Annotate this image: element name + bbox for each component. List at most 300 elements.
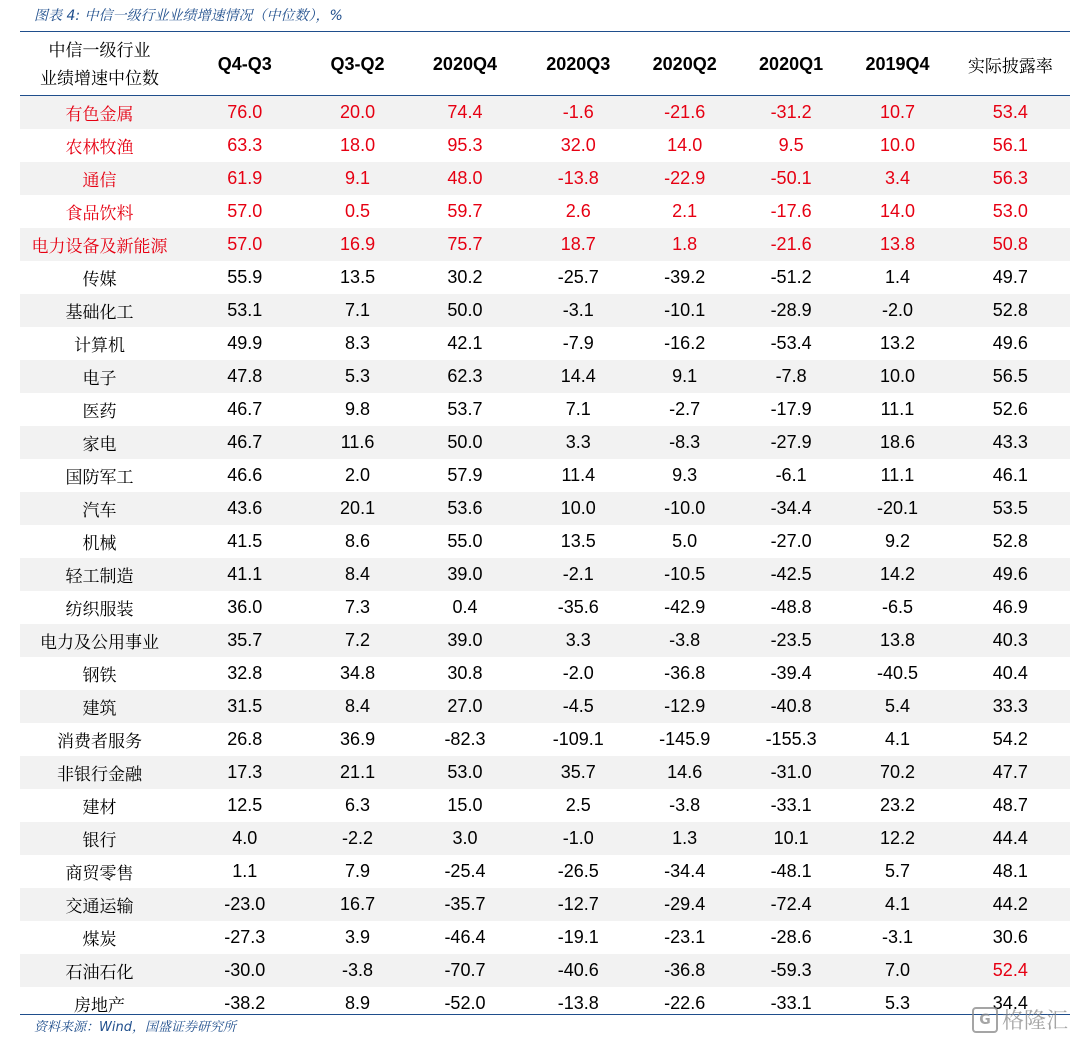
table-cell: 57.0 xyxy=(227,234,263,254)
header-col-2020q2: 2020Q2 xyxy=(652,54,717,74)
table-cell: 36.0 xyxy=(227,597,263,617)
table-cell: -21.6 xyxy=(770,234,812,254)
table-cell: 8.9 xyxy=(345,993,371,1013)
table-cell: 53.1 xyxy=(227,300,263,320)
table-cell: 1.1 xyxy=(232,861,258,881)
table-cell: 46.7 xyxy=(227,432,263,452)
table-row xyxy=(20,954,1070,987)
table-cell: -40.6 xyxy=(557,960,599,980)
table-row xyxy=(20,591,1070,624)
table-row xyxy=(20,426,1070,459)
table-cell: 30.2 xyxy=(447,267,483,287)
table-row xyxy=(20,690,1070,723)
header-col-2020q3: 2020Q3 xyxy=(546,54,611,74)
table-cell: 8.4 xyxy=(345,564,371,584)
industry-name: 通信 xyxy=(82,171,117,191)
watermark-text: 格隆汇 xyxy=(1001,1009,1068,1034)
table-cell: -27.9 xyxy=(770,432,812,452)
table-cell: -31.0 xyxy=(770,762,812,782)
table-cell: 6.3 xyxy=(345,795,371,815)
industry-name: 家电 xyxy=(82,435,117,455)
table-cell: -2.2 xyxy=(342,828,374,848)
table-cell: -6.5 xyxy=(881,597,913,617)
table-cell: 20.1 xyxy=(340,498,376,518)
table-cell: 13.5 xyxy=(560,531,596,551)
table-cell: -52.0 xyxy=(444,993,486,1013)
table-cell: -72.4 xyxy=(770,894,812,914)
table-cell: 52.6 xyxy=(992,399,1028,419)
table-cell: 14.2 xyxy=(879,564,915,584)
table-cell: 11.6 xyxy=(340,432,375,452)
table-cell: 46.7 xyxy=(227,399,263,419)
table-cell: 13.2 xyxy=(879,333,915,353)
industry-name: 计算机 xyxy=(74,336,126,356)
header-col-2019q4: 2019Q4 xyxy=(865,54,930,74)
table-cell: 11.1 xyxy=(880,399,915,419)
table-row xyxy=(20,855,1070,888)
table-cell: 20.0 xyxy=(340,102,376,122)
industry-name: 非银行金融 xyxy=(57,765,143,785)
table-cell: -1.6 xyxy=(562,102,594,122)
table-cell: -8.3 xyxy=(669,432,701,452)
table-cell: -34.4 xyxy=(770,498,812,518)
table-cell: -35.6 xyxy=(557,597,599,617)
industry-name: 煤炭 xyxy=(82,930,117,950)
header-col-q4-q3: Q4-Q3 xyxy=(217,54,272,74)
table-cell: 10.7 xyxy=(879,102,915,122)
table-cell: 43.3 xyxy=(992,432,1028,452)
table-cell: 7.1 xyxy=(345,300,371,320)
table-cell: -2.0 xyxy=(881,300,913,320)
table-row xyxy=(20,789,1070,822)
table-cell: -33.1 xyxy=(770,795,812,815)
table-cell: 39.0 xyxy=(447,630,483,650)
table-cell: -34.4 xyxy=(664,861,706,881)
table-cell: 46.9 xyxy=(992,597,1028,617)
table-cell: 3.3 xyxy=(565,630,591,650)
table-row xyxy=(20,525,1070,558)
table-cell: 50.0 xyxy=(447,432,483,452)
table-cell: -40.8 xyxy=(770,696,812,716)
table-cell: 34.4 xyxy=(992,993,1028,1013)
table-cell: -13.8 xyxy=(557,993,599,1013)
table-row xyxy=(20,624,1070,657)
industry-name: 银行 xyxy=(82,831,117,851)
table-cell: 9.2 xyxy=(884,531,910,551)
table-cell: 44.2 xyxy=(992,894,1028,914)
table-row xyxy=(20,228,1070,261)
table-cell: -145.9 xyxy=(659,729,711,749)
table-cell: -10.0 xyxy=(664,498,706,518)
table-cell: 56.3 xyxy=(992,168,1028,188)
table-cell: -27.0 xyxy=(770,531,812,551)
table-cell: -3.1 xyxy=(562,300,594,320)
table-cell: 15.0 xyxy=(447,795,483,815)
industry-name: 石油石化 xyxy=(65,963,134,983)
table-cell: -2.7 xyxy=(669,399,701,419)
industry-name: 电力及公用事业 xyxy=(40,633,160,653)
table-cell: 52.4 xyxy=(992,960,1028,980)
table-cell: 53.4 xyxy=(992,102,1028,122)
table-cell: 95.3 xyxy=(447,135,483,155)
table-cell: 39.0 xyxy=(447,564,483,584)
table-cell: -70.7 xyxy=(444,960,486,980)
table-cell: -26.5 xyxy=(557,861,599,881)
table-cell: 27.0 xyxy=(447,696,483,716)
table-cell: 23.2 xyxy=(879,795,915,815)
table-cell: 70.2 xyxy=(879,762,915,782)
table-cell: -36.8 xyxy=(664,663,706,683)
table-cell: -82.3 xyxy=(444,729,486,749)
bottom-rule xyxy=(20,1014,1070,1015)
table-cell: -19.1 xyxy=(557,927,599,947)
table-cell: 53.0 xyxy=(447,762,483,782)
table-cell: 4.1 xyxy=(884,894,910,914)
watermark xyxy=(972,1004,1068,1035)
table-cell: -39.2 xyxy=(664,267,706,287)
industry-name: 传媒 xyxy=(82,270,117,290)
table-cell: 11.4 xyxy=(561,465,596,485)
table-cell: 56.5 xyxy=(992,366,1028,386)
gelonghui-logo-icon: G xyxy=(972,1007,998,1033)
table-cell: 18.0 xyxy=(340,135,376,155)
table-cell: -36.8 xyxy=(664,960,706,980)
table-body xyxy=(20,96,1070,1020)
table-cell: 18.6 xyxy=(879,432,915,452)
table-cell: -12.7 xyxy=(557,894,599,914)
table-cell: -23.0 xyxy=(224,894,266,914)
table-cell: 47.7 xyxy=(992,762,1028,782)
table-cell: 16.7 xyxy=(340,894,376,914)
table-cell: 7.2 xyxy=(345,630,371,650)
industry-name: 电力设备及新能源 xyxy=(31,237,168,257)
table-cell: 10.1 xyxy=(773,828,809,848)
header-industry-label xyxy=(20,37,179,93)
table-cell: -7.9 xyxy=(562,333,594,353)
industry-name: 食品饮料 xyxy=(65,204,134,224)
table-row xyxy=(20,327,1070,360)
table-cell: 14.6 xyxy=(667,762,703,782)
table-cell: 55.9 xyxy=(227,267,263,287)
table-cell: 12.5 xyxy=(227,795,263,815)
table-cell: 12.2 xyxy=(879,828,915,848)
table-cell: 55.0 xyxy=(447,531,483,551)
table-header xyxy=(20,34,1070,96)
table-cell: 53.6 xyxy=(447,498,483,518)
table-cell: 1.4 xyxy=(884,267,910,287)
table-row xyxy=(20,723,1070,756)
table-cell: 9.8 xyxy=(345,399,371,419)
table-cell: 36.9 xyxy=(340,729,376,749)
table-cell: -46.4 xyxy=(444,927,486,947)
table-cell: -22.6 xyxy=(664,993,706,1013)
table-cell: -7.8 xyxy=(775,366,807,386)
table-cell: 21.1 xyxy=(340,762,376,782)
table-cell: -51.2 xyxy=(770,267,812,287)
industry-name: 医药 xyxy=(82,402,117,422)
table-cell: -4.5 xyxy=(562,696,594,716)
table-cell: 13.8 xyxy=(879,234,915,254)
table-cell: -25.4 xyxy=(444,861,486,881)
table-cell: 14.0 xyxy=(667,135,703,155)
table-cell: -35.7 xyxy=(444,894,486,914)
industry-name: 建筑 xyxy=(82,699,117,719)
table-cell: 2.5 xyxy=(565,795,591,815)
table-cell: 59.7 xyxy=(447,201,483,221)
table-cell: -1.0 xyxy=(562,828,594,848)
table-cell: 7.1 xyxy=(565,399,591,419)
table-cell: 3.0 xyxy=(452,828,478,848)
table-cell: 34.8 xyxy=(340,663,376,683)
table-cell: -10.5 xyxy=(664,564,706,584)
table-cell: 53.7 xyxy=(447,399,483,419)
table-row xyxy=(20,294,1070,327)
table-cell: 62.3 xyxy=(447,366,483,386)
table-cell: -28.6 xyxy=(770,927,812,947)
table-row xyxy=(20,459,1070,492)
table-cell: 2.1 xyxy=(672,201,698,221)
table-cell: -23.1 xyxy=(664,927,706,947)
table-cell: -42.9 xyxy=(664,597,706,617)
table-cell: -16.2 xyxy=(664,333,706,353)
table-cell: 10.0 xyxy=(560,498,596,518)
industry-name: 农林牧渔 xyxy=(65,138,134,158)
table-cell: -109.1 xyxy=(552,729,604,749)
table-row xyxy=(20,195,1070,228)
table-cell: 75.7 xyxy=(447,234,483,254)
table-cell: -29.4 xyxy=(664,894,706,914)
table-cell: 74.4 xyxy=(447,102,483,122)
table-cell: -33.1 xyxy=(770,993,812,1013)
table-cell: -48.1 xyxy=(770,861,812,881)
table-cell: -3.8 xyxy=(342,960,374,980)
table-cell: 42.1 xyxy=(447,333,483,353)
table-cell: -38.2 xyxy=(224,993,266,1013)
table-cell: 50.0 xyxy=(447,300,483,320)
source-note: 资料来源：Wind，国盛证券研究所 xyxy=(34,1020,236,1035)
table-cell: -17.6 xyxy=(770,201,812,221)
table-cell: 53.5 xyxy=(992,498,1028,518)
table-cell: 9.1 xyxy=(672,366,698,386)
header-col-q3-q2: Q3-Q2 xyxy=(330,54,385,74)
table-cell: -2.1 xyxy=(562,564,594,584)
table-row xyxy=(20,657,1070,690)
table-cell: 2.6 xyxy=(565,201,591,221)
table-cell: 52.8 xyxy=(992,531,1028,551)
table-cell: 14.0 xyxy=(879,201,915,221)
table-cell: -39.4 xyxy=(770,663,812,683)
industry-growth-table xyxy=(20,34,1070,1020)
table-cell: -3.1 xyxy=(881,927,913,947)
table-cell: 33.3 xyxy=(992,696,1028,716)
table-cell: 26.8 xyxy=(227,729,263,749)
table-cell: 3.9 xyxy=(345,927,371,947)
table-cell: 9.3 xyxy=(672,465,698,485)
table-cell: 52.8 xyxy=(992,300,1028,320)
table-row xyxy=(20,888,1070,921)
table-cell: 41.1 xyxy=(227,564,263,584)
table-row xyxy=(20,393,1070,426)
industry-name: 消费者服务 xyxy=(57,732,143,752)
table-cell: 1.8 xyxy=(672,234,698,254)
table-cell: -10.1 xyxy=(664,300,706,320)
table-cell: -30.0 xyxy=(224,960,266,980)
table-cell: 17.3 xyxy=(227,762,263,782)
table-cell: 49.6 xyxy=(992,333,1028,353)
table-row xyxy=(20,921,1070,954)
table-cell: 35.7 xyxy=(560,762,596,782)
table-cell: 46.1 xyxy=(992,465,1028,485)
table-cell: 35.7 xyxy=(227,630,263,650)
table-row xyxy=(20,96,1070,129)
table-cell: 0.4 xyxy=(452,597,478,617)
industry-name: 基础化工 xyxy=(65,303,134,323)
table-row xyxy=(20,492,1070,525)
industry-name: 建材 xyxy=(82,798,117,818)
table-cell: -27.3 xyxy=(224,927,266,947)
table-cell: -21.6 xyxy=(664,102,706,122)
table-cell: 13.5 xyxy=(340,267,376,287)
table-row xyxy=(20,822,1070,855)
table-cell: 57.0 xyxy=(227,201,263,221)
table-cell: 76.0 xyxy=(227,102,263,122)
table-row xyxy=(20,360,1070,393)
table-cell: -42.5 xyxy=(770,564,812,584)
industry-name: 轻工制造 xyxy=(65,567,134,587)
table-cell: 8.4 xyxy=(345,696,371,716)
table-cell: -25.7 xyxy=(557,267,599,287)
table-cell: -20.1 xyxy=(876,498,918,518)
industry-name: 有色金属 xyxy=(65,105,134,125)
table-cell: -155.3 xyxy=(765,729,817,749)
table-cell: 14.4 xyxy=(560,366,596,386)
industry-name: 纺织服装 xyxy=(65,600,134,620)
table-cell: 47.8 xyxy=(227,366,263,386)
table-cell: 10.0 xyxy=(879,366,915,386)
industry-name: 商贸零售 xyxy=(65,864,134,884)
table-cell: 41.5 xyxy=(227,531,263,551)
table-cell: 48.1 xyxy=(992,861,1028,881)
table-cell: 5.7 xyxy=(884,861,910,881)
table-cell: 3.4 xyxy=(884,168,910,188)
table-row xyxy=(20,756,1070,789)
table-cell: 56.1 xyxy=(992,135,1028,155)
table-cell: 63.3 xyxy=(227,135,263,155)
table-cell: 1.3 xyxy=(672,828,698,848)
header-col-disclosure-rate: 实际披露率 xyxy=(967,57,1053,77)
figure-caption: 图表 4: 中信一级行业业绩增速情况（中位数），% xyxy=(34,8,343,24)
table-cell: 7.3 xyxy=(345,597,371,617)
table-cell: 44.4 xyxy=(992,828,1028,848)
header-col-2020q1: 2020Q1 xyxy=(759,54,824,74)
table-row xyxy=(20,162,1070,195)
table-cell: 11.1 xyxy=(880,465,915,485)
industry-name: 国防军工 xyxy=(65,468,134,488)
industry-name: 房地产 xyxy=(74,996,126,1016)
table-cell: -48.8 xyxy=(770,597,812,617)
table-cell: 31.5 xyxy=(227,696,263,716)
industry-name: 机械 xyxy=(82,534,117,554)
header-line-1: 中信一级行业 xyxy=(48,40,151,61)
table-cell: 5.0 xyxy=(672,531,698,551)
table-cell: -3.8 xyxy=(669,795,701,815)
header-line-2: 业绩增速中位数 xyxy=(40,68,160,89)
table-cell: 54.2 xyxy=(992,729,1028,749)
table-cell: 3.3 xyxy=(565,432,591,452)
table-cell: 8.6 xyxy=(345,531,371,551)
table-cell: -59.3 xyxy=(770,960,812,980)
industry-name: 汽车 xyxy=(82,501,117,521)
table-cell: 5.4 xyxy=(884,696,910,716)
table-cell: 40.4 xyxy=(992,663,1028,683)
table-cell: 32.0 xyxy=(560,135,596,155)
table-cell: -13.8 xyxy=(557,168,599,188)
table-cell: 16.9 xyxy=(340,234,376,254)
table-cell: -12.9 xyxy=(664,696,706,716)
table-cell: -28.9 xyxy=(770,300,812,320)
table-cell: -50.1 xyxy=(770,168,812,188)
table-cell: 53.0 xyxy=(992,201,1028,221)
table-cell: 32.8 xyxy=(227,663,263,683)
table-cell: 8.3 xyxy=(345,333,371,353)
table-cell: 4.1 xyxy=(884,729,910,749)
table-cell: -2.0 xyxy=(562,663,594,683)
table-cell: -53.4 xyxy=(770,333,812,353)
table-cell: 43.6 xyxy=(227,498,263,518)
table-cell: 18.7 xyxy=(560,234,596,254)
header-col-2020q4: 2020Q4 xyxy=(432,54,497,74)
table-cell: 46.6 xyxy=(227,465,263,485)
table-cell: 61.9 xyxy=(227,168,263,188)
top-rule xyxy=(20,31,1070,32)
industry-name: 钢铁 xyxy=(82,666,117,686)
table-cell: 9.5 xyxy=(778,135,804,155)
table-cell: 57.9 xyxy=(447,465,483,485)
table-cell: -23.5 xyxy=(770,630,812,650)
table-cell: 0.5 xyxy=(345,201,371,221)
table-cell: -31.2 xyxy=(770,102,812,122)
table-cell: 7.0 xyxy=(884,960,910,980)
table-cell: 49.7 xyxy=(992,267,1028,287)
table-cell: 49.6 xyxy=(992,564,1028,584)
table-cell: 49.9 xyxy=(227,333,263,353)
table-row xyxy=(20,558,1070,591)
table-cell: -17.9 xyxy=(770,399,812,419)
table-cell: -6.1 xyxy=(775,465,807,485)
table-cell: 5.3 xyxy=(345,366,371,386)
table-cell: 50.8 xyxy=(992,234,1028,254)
table-cell: -40.5 xyxy=(876,663,918,683)
table-cell: 5.3 xyxy=(884,993,910,1013)
table-cell: 9.1 xyxy=(345,168,371,188)
industry-name: 电子 xyxy=(82,369,117,389)
industry-name: 交通运输 xyxy=(65,897,134,917)
table-cell: 2.0 xyxy=(345,465,371,485)
table-cell: 30.6 xyxy=(992,927,1028,947)
table-row xyxy=(20,129,1070,162)
table-row xyxy=(20,261,1070,294)
table-cell: 13.8 xyxy=(879,630,915,650)
table-cell: 48.7 xyxy=(992,795,1028,815)
table-cell: 30.8 xyxy=(447,663,483,683)
table-cell: 48.0 xyxy=(447,168,483,188)
table-cell: 4.0 xyxy=(232,828,258,848)
table-cell: 7.9 xyxy=(345,861,371,881)
table-cell: -3.8 xyxy=(669,630,701,650)
table-cell: 40.3 xyxy=(992,630,1028,650)
table-cell: -22.9 xyxy=(664,168,706,188)
table-cell: 10.0 xyxy=(879,135,915,155)
